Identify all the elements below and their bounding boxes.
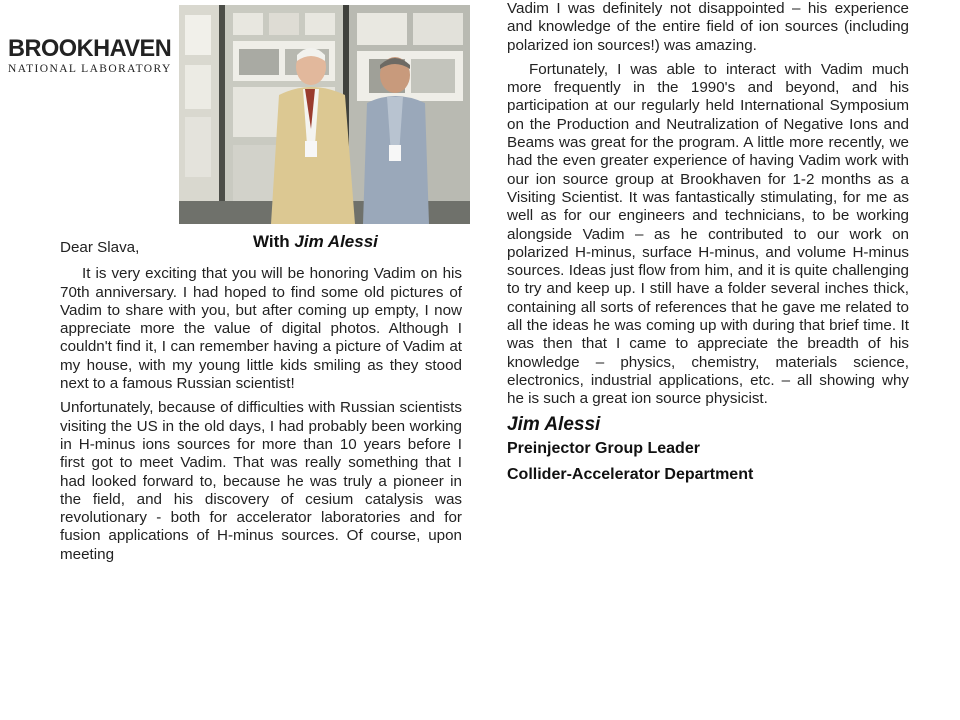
caption-prefix: With [253,232,290,251]
paragraph-2: Unfortunately, because of difficulties with Russian scientists visiting the US in the old days, I had probably been working in H-minus ions sources for more than 10 years before I first got to meet Vadim. That was really something that I had looked forward to, because he was truly a pioneer in the field, and his discovery of cesium catalysis was revolutionary - both for accelerator laboratories and for fusion applications of H-minus sources. Of course, upon meeting [60,399,462,563]
logo-subtitle: NATIONAL LABORATORY [8,63,172,75]
caption-name: Jim Alessi [294,232,378,251]
paragraph-2-continued: Vadim I was definitely not disappointed – his experience and knowledge of the entire field of ion sources (including polarized ion sources!) was amazing. [507,0,909,54]
paragraph-1: It is very exciting that you will be honoring Vadim on his 70th anniversary. I had hoped to find some old pictures of Vadim to share with you, but after coming up empty, I now appreciate more the value of digital photos. Although I couldn't find it, I can remember having a picture of Vadim at my house, with my young little kids smiling as they stood next to a famous Russian scientist! [60,265,462,393]
signature-department: Collider-Accelerator Department [507,465,754,483]
photo-with-jim-alessi [179,5,470,224]
paragraph-3: Fortunately, I was able to interact with Vadim much more frequently in the 1990's and beyond, and his participation at our regularly held International Symposium on the Production and Neutralization of Negative Ions and Beams was great for the program. A little more recently, we had the even greater experience of having Vadim work with our ion source group at Brookhaven for 1-2 months as a Visiting Scientist. It was fantastically stimulating, for me as well as for our engineers and technicians, to be working alongside Vadim – as he contributed to our work on polarized H-minus, surface H-minus, and volume H-minus sources. Ideas just flow from him, and it is quite challenging to try and keep up. I still have a folder several inches thick, containing all sorts of references that he gave me related to all the ideas he was coming up with during that brief time. It was then that I came to appreciate the breadth of his knowledge – physics, chemistry, materials science, electronics, industrial applications, etc. – all showing why he is such a great ion source physicist. [507,60,909,408]
photo-illustration [179,5,470,224]
letter-right-column [507,0,909,488]
logo-wordmark: BROOKHAVEN [8,35,172,62]
salutation: Dear Slava, [60,239,140,256]
letter-left-column [60,239,462,564]
signature-title: Preinjector Group Leader [507,439,700,457]
brookhaven-logo [8,36,176,75]
signature-name: Jim Alessi [507,413,601,435]
